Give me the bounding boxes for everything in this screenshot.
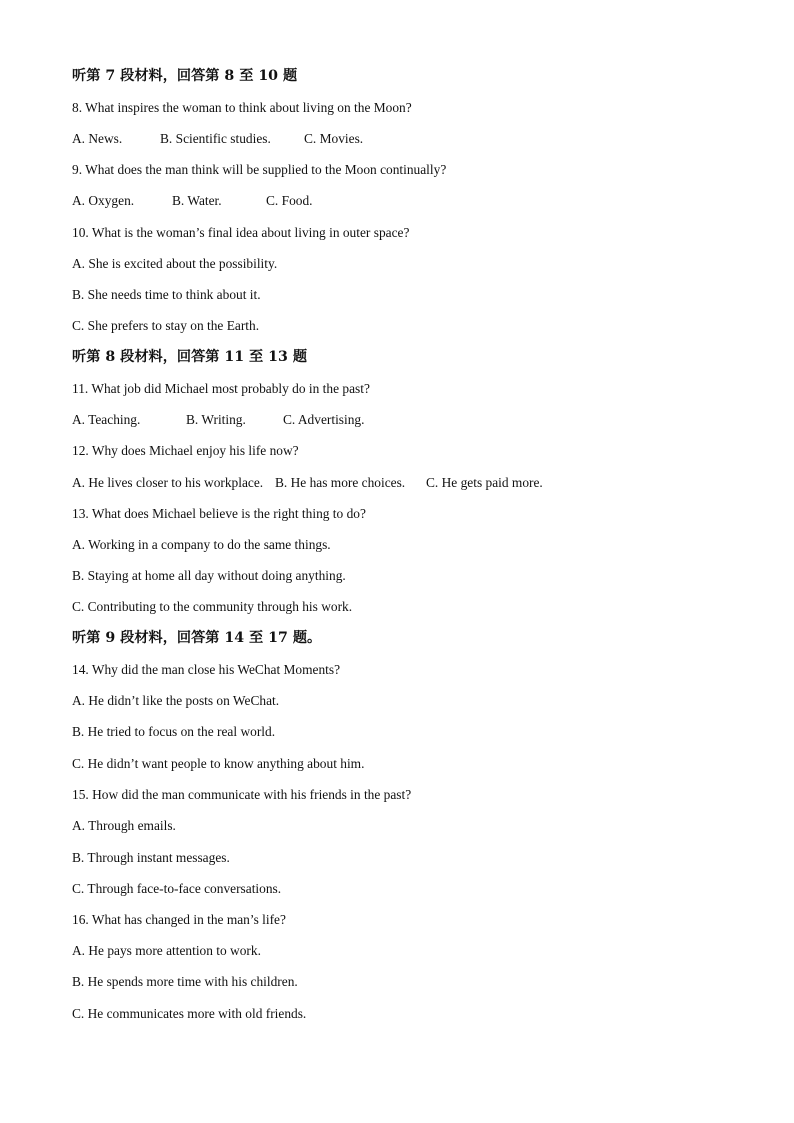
question-12-stem: 12. Why does Michael enjoy his life now?: [72, 443, 299, 458]
question-13-stem: 13. What does Michael believe is the right thing to do?: [72, 506, 366, 521]
section-heading-7: 听第 7 段材料，回答第 8 至 10 题: [72, 68, 298, 84]
question-12-option-c: C. He gets paid more.: [426, 475, 543, 490]
question-13-option-a: A. Working in a company to do the same things.: [72, 537, 331, 552]
question-8-option-b: B. Scientific studies.: [160, 131, 271, 146]
question-8-stem: 8. What inspires the woman to think about living on the Moon?: [72, 100, 412, 115]
question-9-option-a: A. Oxygen.: [72, 193, 135, 208]
question-11-option-a: A. Teaching.: [72, 412, 141, 427]
question-10-option-a: A. She is excited about the possibility.: [72, 256, 278, 271]
question-15-option-c: C. Through face-to-face conversations.: [72, 881, 282, 896]
question-12-option-a: A. He lives closer to his workplace.: [72, 475, 264, 490]
question-16-stem: 16. What has changed in the man’s life?: [72, 912, 286, 927]
question-10-stem: 10. What is the woman’s final idea about living in outer space?: [72, 225, 410, 240]
question-16-option-c: C. He communicates more with old friends.: [72, 1006, 307, 1021]
question-11-stem: 11. What job did Michael most probably do in the past?: [72, 381, 370, 396]
question-11-option-c: C. Advertising.: [283, 412, 365, 427]
section-heading-9: 听第 9 段材料，回答第 14 至 17 题。: [72, 630, 322, 646]
question-14-option-c: C. He didn’t want people to know anything about him.: [72, 756, 365, 771]
question-14-option-a: A. He didn’t like the posts on WeChat.: [72, 693, 280, 708]
question-9-stem: 9. What does the man think will be supplied to the Moon continually?: [72, 162, 447, 177]
question-16-option-b: B. He spends more time with his children.: [72, 974, 298, 989]
question-15-option-a: A. Through emails.: [72, 818, 176, 833]
question-14-option-b: B. He tried to focus on the real world.: [72, 724, 276, 739]
question-14-stem: 14. Why did the man close his WeChat Moments?: [72, 662, 341, 677]
question-8-option-a: A. News.: [72, 131, 123, 146]
section-heading-8: 听第 8 段材料，回答第 11 至 13 题: [72, 349, 308, 365]
question-11-option-b: B. Writing.: [186, 412, 246, 427]
question-15-stem: 15. How did the man communicate with his friends in the past?: [72, 787, 412, 802]
question-12-option-b: B. He has more choices.: [275, 475, 406, 490]
question-9-option-c: C. Food.: [266, 193, 313, 208]
question-13-option-b: B. Staying at home all day without doing anything.: [72, 568, 346, 583]
question-13-option-c: C. Contributing to the community through his work.: [72, 599, 353, 614]
question-9-option-b: B. Water.: [172, 193, 222, 208]
question-10-option-b: B. She needs time to think about it.: [72, 287, 261, 302]
question-10-option-c: C. She prefers to stay on the Earth.: [72, 318, 260, 333]
question-15-option-b: B. Through instant messages.: [72, 850, 230, 865]
question-8-option-c: C. Movies.: [304, 131, 364, 146]
question-16-option-a: A. He pays more attention to work.: [72, 943, 261, 958]
